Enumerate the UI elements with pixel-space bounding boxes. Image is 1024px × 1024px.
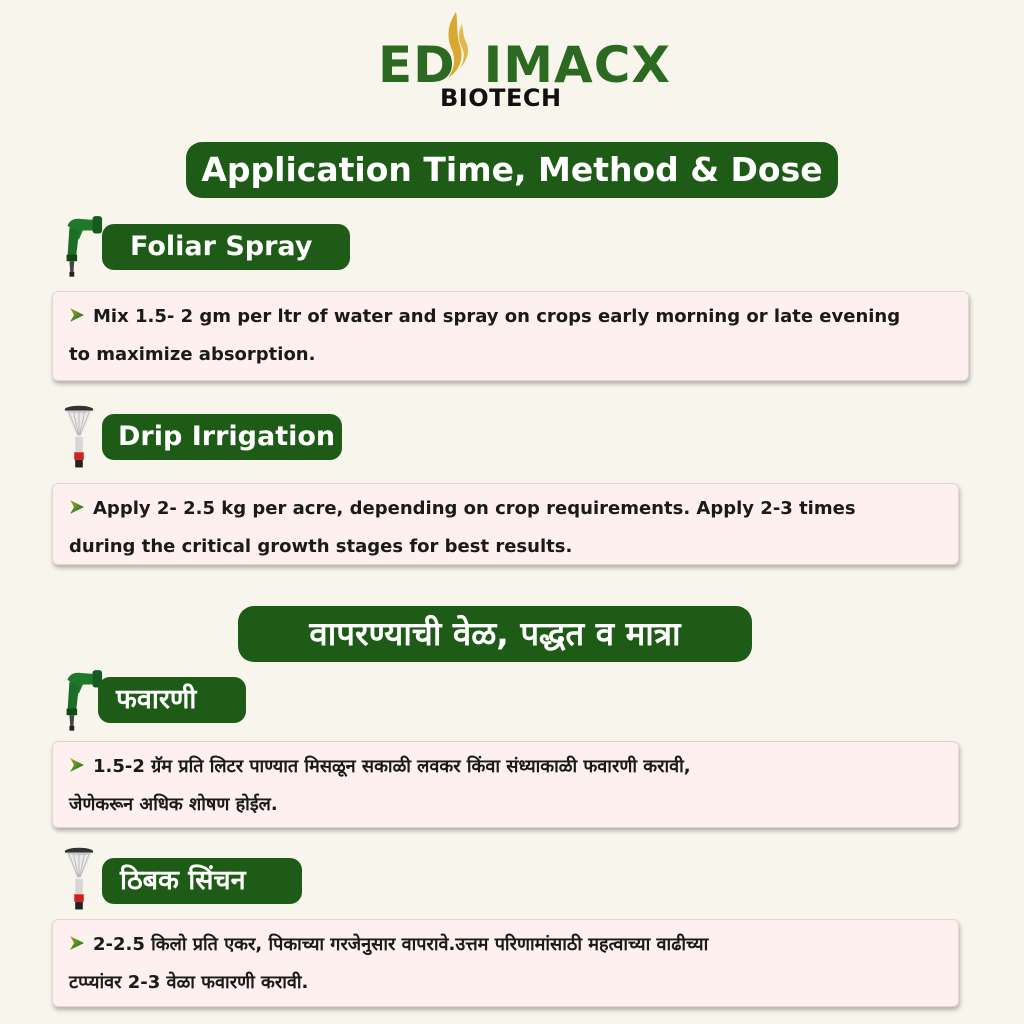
english-heading: Application Time, Method & Dose (186, 142, 838, 198)
brand-name-left: ED (378, 36, 456, 94)
arrow-bullet-icon (69, 757, 85, 773)
marathi-drip-line2: टप्प्यांवर 2-3 वेळा फवारणी करावी. (69, 972, 309, 993)
foliar-spray-title: Foliar Spray (102, 224, 350, 270)
marathi-foliar-line2: जेणेकरून अधिक शोषण होईल. (69, 794, 278, 815)
brand-subtitle: BIOTECH (440, 84, 562, 112)
drip-irrigation-title: Drip Irrigation (102, 414, 342, 460)
drip-irrigation-line1: Apply 2- 2.5 kg per acre, depending on crop requirements. Apply 2-3 times (69, 490, 942, 528)
spray-gun-icon (56, 208, 104, 280)
foliar-spray-card (52, 291, 969, 381)
marathi-foliar-card (52, 741, 959, 828)
drip-irrigation-line2: during the critical growth stages for best results. (69, 536, 573, 557)
foliar-spray-line1: Mix 1.5- 2 gm per ltr of water and spray on crops early morning or late evening (69, 298, 952, 336)
arrow-bullet-icon (69, 307, 85, 323)
arrow-bullet-icon (69, 935, 85, 951)
marathi-heading: वापरण्याची वेळ, पद्धत व मात्रा (238, 606, 752, 662)
marathi-foliar-line1: 1.5-2 ग्रॅम प्रति लिटर पाण्यात मिसळून सकाळी लवकर किंवा संध्याकाळी फवारणी करावी, (69, 748, 942, 786)
brand-name-right: IMACX (483, 36, 671, 94)
marathi-drip-card (52, 919, 959, 1007)
brand-logo (0, 0, 1024, 115)
spray-gun-icon (56, 662, 104, 734)
drip-irrigation-card (52, 483, 959, 565)
foliar-spray-line2: to maximize absorption. (69, 344, 316, 365)
sprinkler-icon (60, 404, 98, 472)
sprinkler-icon (60, 846, 98, 914)
marathi-drip-line1: 2-2.5 किलो प्रति एकर, पिकाच्या गरजेनुसार वापरावे.उत्तम परिणामांसाठी महत्वाच्या वाढीच्या (69, 926, 942, 964)
arrow-bullet-icon (69, 499, 85, 515)
marathi-drip-title: ठिबक सिंचन (102, 858, 302, 904)
brand-name (378, 36, 671, 94)
marathi-foliar-title: फवारणी (98, 677, 246, 723)
